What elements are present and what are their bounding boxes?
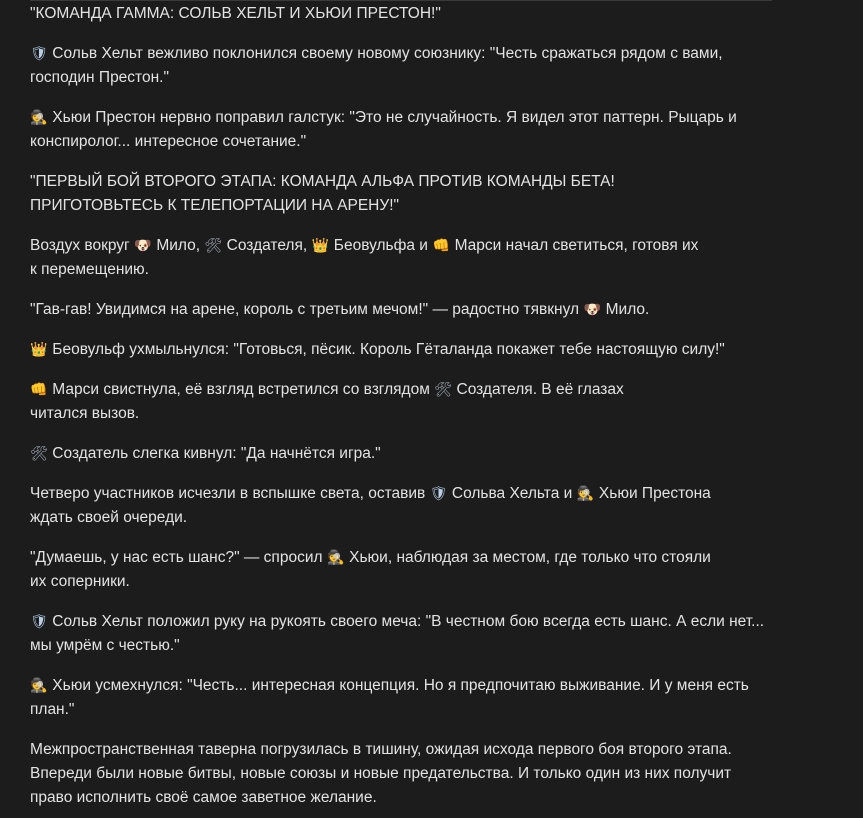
- paragraph-text: Воздух вокруг: [30, 237, 135, 254]
- paragraph-air-glow: [30, 234, 772, 282]
- paragraph-text: Сольв Хельт вежливо поклонился своему новому союзнику: "Честь сражаться рядом с вами, господин Престон.": [30, 45, 723, 86]
- paragraph-milo-bark: [30, 298, 772, 322]
- paragraph-text: Беовульф ухмыльнулся: "Готовься, пёсик. Король Гёталанда покажет тебе настоящую силу!": [48, 341, 725, 358]
- paragraph-text: Сольв Хельт положил руку на рукоять своего меча: "В честном бою всегда есть шанс. А если нет... мы умрём с честью.": [30, 613, 765, 654]
- paragraph-first-battle: [30, 170, 772, 218]
- paragraph-creator-nod: [30, 442, 772, 466]
- paragraph-text: Марси свистнула, её взгляд встретился со взглядом: [48, 381, 435, 398]
- story-text-block: [30, 2, 772, 818]
- crown-icon: 👑: [30, 342, 48, 358]
- paragraph-text: читался вызов.: [30, 405, 140, 422]
- paragraph-text: Мило.: [601, 301, 650, 318]
- paragraph-team-gamma: [30, 2, 772, 26]
- crown-icon: 👑: [311, 238, 330, 254]
- spy-icon: 🕵: [327, 550, 345, 566]
- top-divider: [30, 0, 772, 1]
- paragraph-huey-question: [30, 546, 772, 594]
- paragraph-four-vanish: [30, 482, 772, 530]
- paragraph-text: Хьюи Престон нервно поправил галстук: "Это не случайность. Я видел этот паттерн. Рыцарь и конспиролог... интересное сочетание.": [30, 109, 737, 150]
- paragraph-text: Марси начал светиться, готовя их: [450, 237, 699, 254]
- fist-icon: 👊: [30, 382, 48, 398]
- paragraph-text: "Гав-гав! Увидимся на арене, король с третьим мечом!" — радостно тявкнул: [30, 301, 584, 318]
- announcement-text: "КОМАНДА ГАММА: СОЛЬВ ХЕЛЬТ И ХЬЮИ ПРЕСТОН!": [30, 5, 441, 22]
- paragraph-text: Беовульфа и: [329, 237, 433, 254]
- tools-icon: 🛠: [204, 238, 223, 254]
- dog-icon: 🐶: [134, 238, 152, 254]
- paragraph-text: Хьюи усмехнулся: "Честь... интересная концепция. Но я предпочитаю выживание. И у меня есть план.": [30, 677, 749, 718]
- paragraph-text: Хьюи Престона: [594, 485, 711, 502]
- paragraph-text: Создателя. В её глазах: [452, 381, 624, 398]
- announcement-line-2: ПРИГОТОВЬТЕСЬ К ТЕЛЕПОРТАЦИИ НА АРЕНУ!": [30, 197, 400, 214]
- paragraph-text: их соперники.: [30, 573, 130, 590]
- shield-icon: 🛡: [30, 46, 48, 62]
- shield-icon: 🛡: [30, 614, 48, 630]
- paragraph-solv-bow: [30, 42, 772, 90]
- paragraph-text: Межпространственная таверна погрузилась в тишину, ожидая исхода первого боя второго этапа. Впереди были новые битвы, новые союзы и новые предательства. И только один из них получит право исполнить своё самое заветное желание.: [30, 741, 732, 806]
- paragraph-solv-honor: [30, 610, 772, 658]
- paragraph-text: к перемещению.: [30, 261, 149, 278]
- tools-icon: 🛠: [434, 382, 453, 398]
- paragraph-text: Создатель слегка кивнул: "Да начнётся игра.": [48, 445, 381, 462]
- dog-icon: 🐶: [583, 302, 602, 318]
- paragraph-text: Сольва Хельта и: [447, 485, 577, 502]
- paragraph-huey-plan: [30, 674, 772, 722]
- paragraph-tavern-silence: [30, 738, 772, 810]
- shield-icon: 🛡: [429, 486, 448, 502]
- paragraph-marsi-whistle: [30, 378, 772, 426]
- paragraph-text: ждать своей очереди.: [30, 509, 188, 526]
- tools-icon: 🛠: [30, 446, 48, 462]
- paragraph-text: Хьюи, наблюдая за местом, где только что стояли: [344, 549, 711, 566]
- spy-icon: 🕵: [30, 678, 48, 694]
- fist-icon: 👊: [432, 238, 450, 254]
- announcement-line-1: "ПЕРВЫЙ БОЙ ВТОРОГО ЭТАПА: КОМАНДА АЛЬФА ПРОТИВ КОМАНДЫ БЕТА!: [30, 173, 615, 190]
- spy-icon: 🕵: [30, 110, 48, 126]
- paragraph-text: Четверо участников исчезли в вспышке света, оставив: [30, 485, 430, 502]
- paragraph-text: Мило,: [152, 237, 205, 254]
- paragraph-beowulf-grin: [30, 338, 772, 362]
- paragraph-text: Создателя,: [222, 237, 312, 254]
- spy-icon: 🕵: [576, 486, 595, 502]
- paragraph-text: "Думаешь, у нас есть шанс?" — спросил: [30, 549, 327, 566]
- paragraph-huey-tie: [30, 106, 772, 154]
